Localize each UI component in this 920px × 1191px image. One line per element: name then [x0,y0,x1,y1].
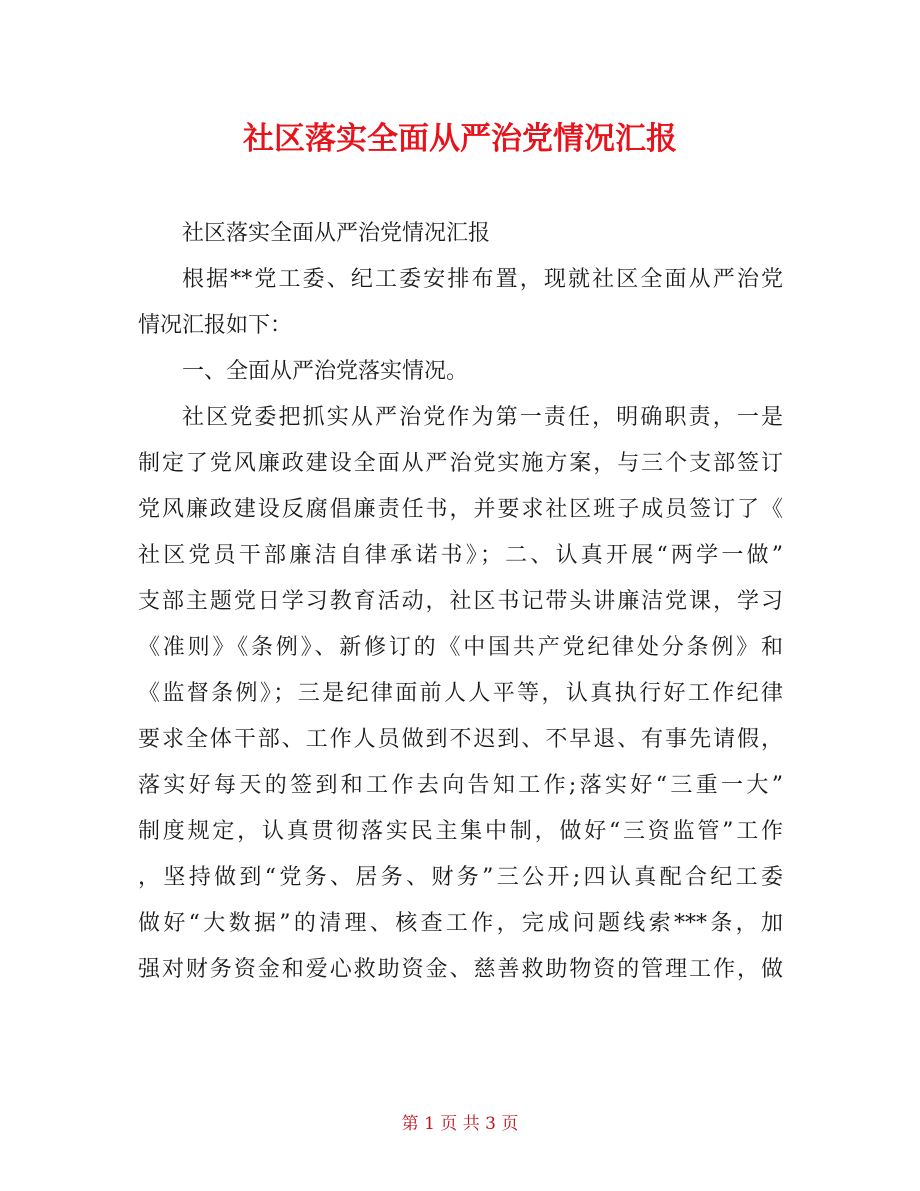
paragraph-line: 制度规定，认真贯彻落实民主集中制，做好“三资监管”工作 [138,819,783,844]
paragraph-line: 做好“大数据”的清理、核查工作，完成问题线索***条，加 [138,911,783,936]
paragraph-line: 社区党委把抓实从严治党作为第一责任，明确职责，一是 [182,405,783,430]
document-title: 社区落实全面从严治党情况汇报 [243,121,677,157]
paragraph-line: 支部主题党日学习教育活动，社区书记带头讲廉洁党课，学习 [138,589,783,614]
section-heading: 一、全面从严治党落实情况。 [182,359,469,384]
paragraph-line: 要求全体干部、工作人员做到不迟到、不早退、有事先请假， [138,727,783,752]
paragraph-line: 党风廉政建设反腐倡廉责任书，并要求社区班子成员签订了《 [138,497,783,522]
paragraph-line: 强对财务资金和爱心救助资金、慈善救助物资的管理工作，做 [138,957,783,982]
page-number: 第 1 页 共 3 页 [401,1114,519,1134]
paragraph-line: 根据**党工委、纪工委安排布置，现就社区全面从严治党 [182,267,783,292]
paragraph-line: 制定了党风廉政建设全面从严治党实施方案，与三个支部签订 [138,451,783,476]
paragraph-line: 《监督条例》；三是纪律面前人人平等，认真执行好工作纪律 [138,681,783,706]
paragraph-line: ，坚持做到“党务、居务、财务”三公开;四认真配合纪工委 [138,865,783,890]
paragraph-line: 情况汇报如下： [138,313,293,338]
paragraph-line: 社区党员干部廉洁自律承诺书》；二、认真开展“两学一做” [138,543,783,568]
paragraph-line: 落实好每天的签到和工作去向告知工作;落实好“三重一大” [138,773,783,798]
paragraph-line: 社区落实全面从严治党情况汇报 [182,221,491,246]
paragraph-line: 《准则》《条例》、新修订的《中国共产党纪律处分条例》和 [138,635,783,660]
document-body [138,211,783,993]
